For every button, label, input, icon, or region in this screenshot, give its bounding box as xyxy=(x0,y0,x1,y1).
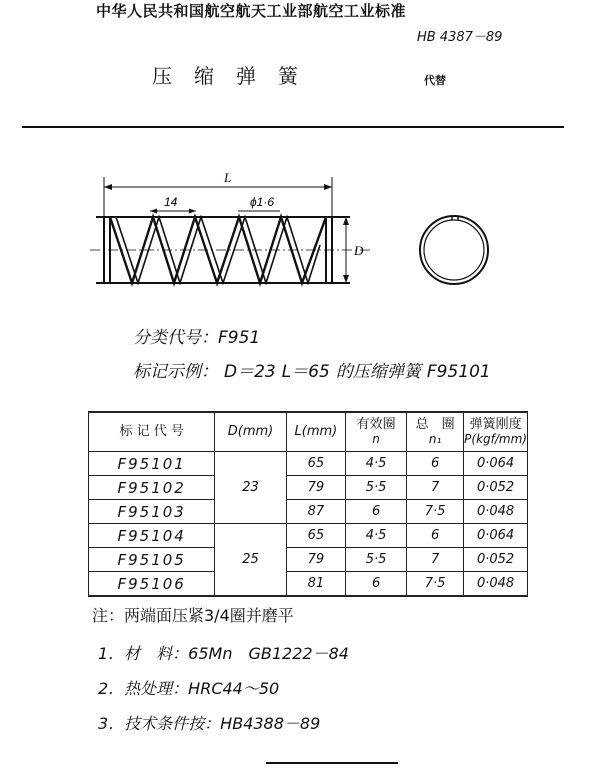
table-row xyxy=(89,548,528,572)
dim-pitch-label: 14 xyxy=(164,195,178,209)
note-item-technical-conditions: 3．技术条件按：HB4388－89 xyxy=(98,714,321,733)
header-l-text: L(mm) xyxy=(294,424,338,439)
standard-org-title: 中华人民共和国航空航天工业部航空工业标准 xyxy=(96,2,407,20)
header-active-sub: n xyxy=(372,432,380,446)
classification-label: 分类代号： xyxy=(133,328,218,348)
example-desc: 的压缩弹簧 xyxy=(335,362,421,382)
header-active-coils xyxy=(346,412,407,452)
header-stiff-main: 弹簧刚度 xyxy=(469,417,522,432)
cell-p: 0·048 xyxy=(464,572,528,597)
header-code: 标 记 代 号 xyxy=(89,412,215,452)
header-l xyxy=(286,412,346,452)
cell-l: 79 xyxy=(286,476,346,500)
example-d: D＝23 xyxy=(224,362,276,382)
cell-n: 6 xyxy=(346,500,407,524)
cell-n: 6 xyxy=(346,572,407,597)
document-title: 压缩弹簧 xyxy=(152,64,320,88)
footer-rule xyxy=(266,762,398,764)
header-d xyxy=(215,412,286,452)
cell-n1: 7·5 xyxy=(407,572,464,597)
replaces-label: 代替 xyxy=(424,74,446,87)
cell-d-group: 23 xyxy=(215,452,286,524)
header-total-main: 总 圈 xyxy=(415,417,455,432)
example-l: L＝65 xyxy=(281,362,330,382)
table-header-row xyxy=(89,412,528,452)
header-active-main: 有效圈 xyxy=(356,417,396,432)
cell-n1: 7 xyxy=(407,476,464,500)
header-divider xyxy=(22,126,564,128)
cell-n1: 6 xyxy=(407,524,464,548)
cell-code: F95105 xyxy=(89,548,215,572)
cell-p: 0·048 xyxy=(464,500,528,524)
cell-n1: 7·5 xyxy=(407,500,464,524)
table-row xyxy=(89,500,528,524)
cell-p: 0·064 xyxy=(464,452,528,476)
header-total-coils xyxy=(407,412,464,452)
cell-p: 0·052 xyxy=(464,476,528,500)
cell-l: 65 xyxy=(286,452,346,476)
cell-n: 4·5 xyxy=(346,452,407,476)
cell-n: 5·5 xyxy=(346,548,407,572)
example-label: 标记示例： xyxy=(133,362,218,382)
cell-l: 87 xyxy=(286,500,346,524)
table-row xyxy=(89,452,528,476)
table-row xyxy=(89,572,528,597)
cell-code: F95106 xyxy=(89,572,215,597)
standard-number: HB 4387－89 xyxy=(417,30,503,45)
spring-end-view xyxy=(420,216,488,284)
cell-l: 79 xyxy=(286,548,346,572)
dim-wire-label: ϕ1·6 xyxy=(250,195,275,209)
classification-value: F951 xyxy=(218,328,261,348)
dim-diameter-label: D xyxy=(354,243,364,258)
dim-length-label: L xyxy=(224,170,232,185)
cell-d-group: 25 xyxy=(215,524,286,597)
cell-l: 81 xyxy=(286,572,346,597)
cell-p: 0·052 xyxy=(464,548,528,572)
marking-example xyxy=(133,357,497,382)
header-total-sub: n₁ xyxy=(428,432,442,446)
cell-p: 0·064 xyxy=(464,524,528,548)
example-code: F95101 xyxy=(426,362,491,382)
cell-l: 65 xyxy=(286,524,346,548)
header-stiffness xyxy=(464,412,528,452)
cell-code: F95104 xyxy=(89,524,215,548)
cell-code: F95101 xyxy=(89,452,215,476)
table-row xyxy=(89,524,528,548)
note-text: 注：两端面压紧3/4圈并磨平 xyxy=(92,606,294,625)
cell-code: F95102 xyxy=(89,476,215,500)
note-item-heat-treatment: 2．热处理：HRC44～50 xyxy=(98,679,280,698)
spring-spec-table xyxy=(88,411,528,597)
cell-n1: 6 xyxy=(407,452,464,476)
header-stiff-sub: P(kgf/mm) xyxy=(464,432,527,446)
header-d-text: D(mm) xyxy=(227,424,274,439)
classification-line xyxy=(133,323,260,348)
table-row xyxy=(89,476,528,500)
cell-n: 4·5 xyxy=(346,524,407,548)
cell-n1: 7 xyxy=(407,548,464,572)
cell-n: 5·5 xyxy=(346,476,407,500)
spring-drawing xyxy=(90,165,520,305)
cell-code: F95103 xyxy=(89,500,215,524)
note-item-material: 1．材 料：65Mn GB1222－84 xyxy=(98,644,349,663)
